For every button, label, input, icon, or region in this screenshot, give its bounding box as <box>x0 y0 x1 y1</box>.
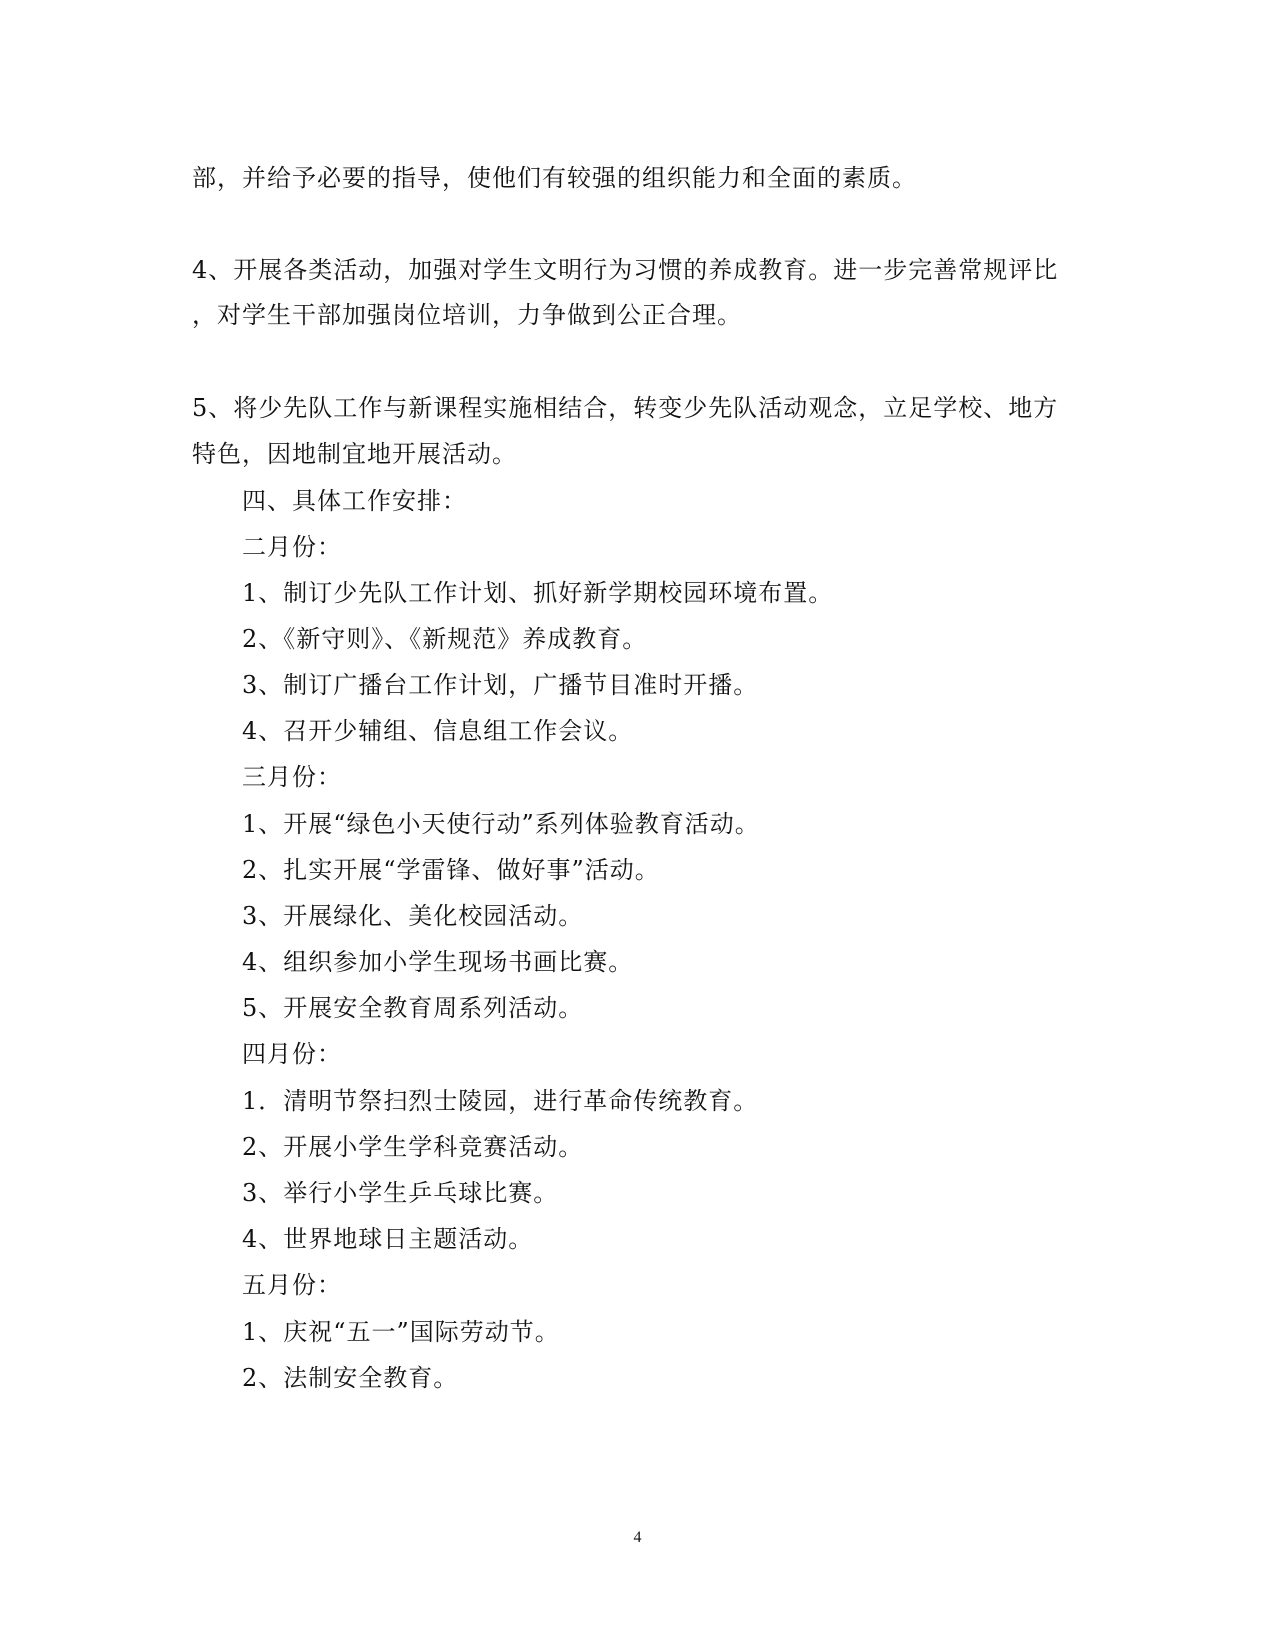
list-item: 2、开展小学生学科竞赛活动。 <box>242 1133 584 1161</box>
list-item: 3、制订广播台工作计划，广播节目准时开播。 <box>242 671 759 699</box>
list-item: 2、法制安全教育。 <box>242 1364 459 1392</box>
month-label-february: 二月份： <box>242 533 342 561</box>
list-item: 4、世界地球日主题活动。 <box>242 1225 534 1253</box>
page-number: 4 <box>633 1529 642 1546</box>
month-label-march: 三月份： <box>242 763 342 791</box>
list-item: 4、召开少辅组、信息组工作会议。 <box>242 717 634 745</box>
list-item: 3、举行小学生乒乓球比赛。 <box>242 1179 559 1207</box>
month-label-april: 四月份： <box>242 1040 342 1068</box>
month-label-may: 五月份： <box>242 1271 342 1299</box>
list-item: 2、扎实开展“学雷锋、做好事”活动。 <box>242 856 660 884</box>
list-item: 3、开展绿化、美化校园活动。 <box>242 902 584 930</box>
list-item: 1、庆祝“五一”国际劳动节。 <box>242 1318 560 1346</box>
list-item: 1、制订少先队工作计划、抓好新学期校园环境布置。 <box>242 579 834 607</box>
paragraph-item-4-line-2: ，对学生干部加强岗位培训，力争做到公正合理。 <box>192 301 742 329</box>
paragraph-item-5-line-1: 5、将少先队工作与新课程实施相结合，转变少先队活动观念，立足学校、地方 <box>192 394 1059 422</box>
list-item: 1、开展“绿色小天使行动”系列体验教育活动。 <box>242 810 760 838</box>
list-item: 1．清明节祭扫烈士陵园，进行革命传统教育。 <box>242 1087 759 1115</box>
list-item: 5、开展安全教育周系列活动。 <box>242 994 584 1022</box>
list-item: 4、组织参加小学生现场书画比赛。 <box>242 948 634 976</box>
list-item: 2、《新守则》、《新规范》养成教育。 <box>242 625 648 653</box>
paragraph-item-4-line-1: 4、开展各类活动，加强对学生文明行为习惯的养成教育。进一步完善常规评比 <box>192 256 1059 284</box>
paragraph-continuation: 部，并给予必要的指导，使他们有较强的组织能力和全面的素质。 <box>192 164 917 192</box>
section-heading: 四、具体工作安排： <box>242 487 467 515</box>
paragraph-item-5-line-2: 特色，因地制宜地开展活动。 <box>192 440 517 468</box>
